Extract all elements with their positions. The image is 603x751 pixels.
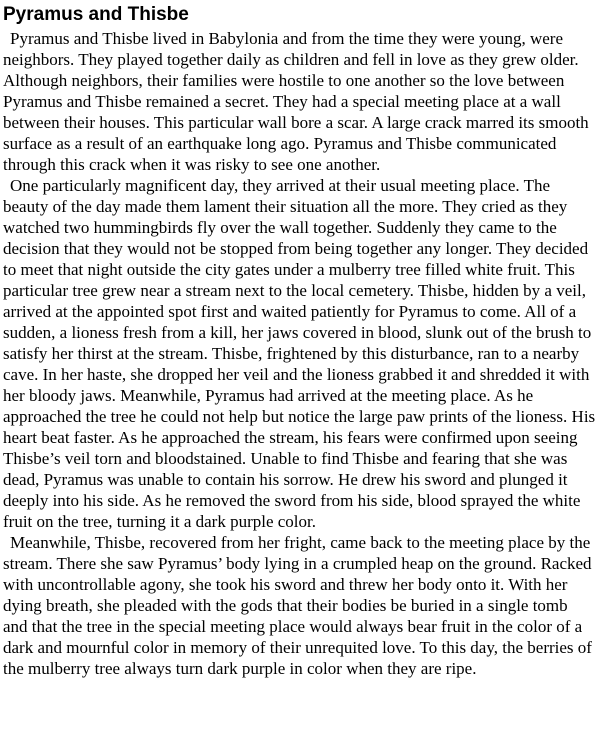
paragraph-1: Pyramus and Thisbe lived in Babylonia and from the time they were young, were neighbors. They played together daily as children and fell in love as they grew older. Although neighbors, their families were hostile to one another so the love between Pyramus and Thisbe remained a secret. They had a special meeting place at a wall between their houses. This particular wall bore a scar. A large crack marred its smooth surface as a result of an earthquake long ago. Pyramus and Thisbe communicated through this crack when it was risky to see one another. (3, 29, 589, 174)
paragraph-3: Meanwhile, Thisbe, recovered from her fright, came back to the meeting place by the stream. There she saw Pyramus’ body lying in a crumpled heap on the ground. Racked with uncontrollable agony, she took his sword and threw her body onto it. With her dying breath, she pleaded with the gods that their bodies be buried in a single tomb and that the tree in the special meeting place would always bear fruit in the color of a dark and mournful color in memory of their unrequited love. To this day, the berries of the mulberry tree always turn dark purple in color when they are ripe. (3, 533, 592, 678)
document-title: Pyramus and Thisbe (3, 4, 189, 25)
paragraph-2: One particularly magnificent day, they arrived at their usual meeting place. The beauty of the day made them lament their situation all the more. They cried as they watched two hummingbirds fly over the wall together. Suddenly they came to the decision that they would not be stopped from being together any longer. They decided to meet that night outside the city gates under a mulberry tree filled white fruit. This particular tree grew near a stream next to the local cemetery. Thisbe, hidden by a veil, arrived at the appointed spot first and waited patiently for Pyramus to come. All of a sudden, a lioness fresh from a kill, her jaws covered in blood, slunk out of the brush to satisfy her thirst at the stream. Thisbe, frightened by this disturbance, ran to a nearby cave. In her haste, she dropped her veil and the lioness grabbed it and shredded it with her bloody jaws. Meanwhile, Pyramus had arrived at the meeting place. As he approached the tree he could not help but notice the large paw prints of the lioness. His heart beat faster. As he approached the stream, his fears were confirmed upon seeing Thisbe’s veil torn and bloodstained. Unable to find Thisbe and fearing that she was dead, Pyramus was unable to contain his sorrow. He drew his sword and plunged it deeply into his side. As he removed the sword from his side, blood sprayed the white fruit on the tree, turning it a dark purple color. (3, 176, 596, 531)
